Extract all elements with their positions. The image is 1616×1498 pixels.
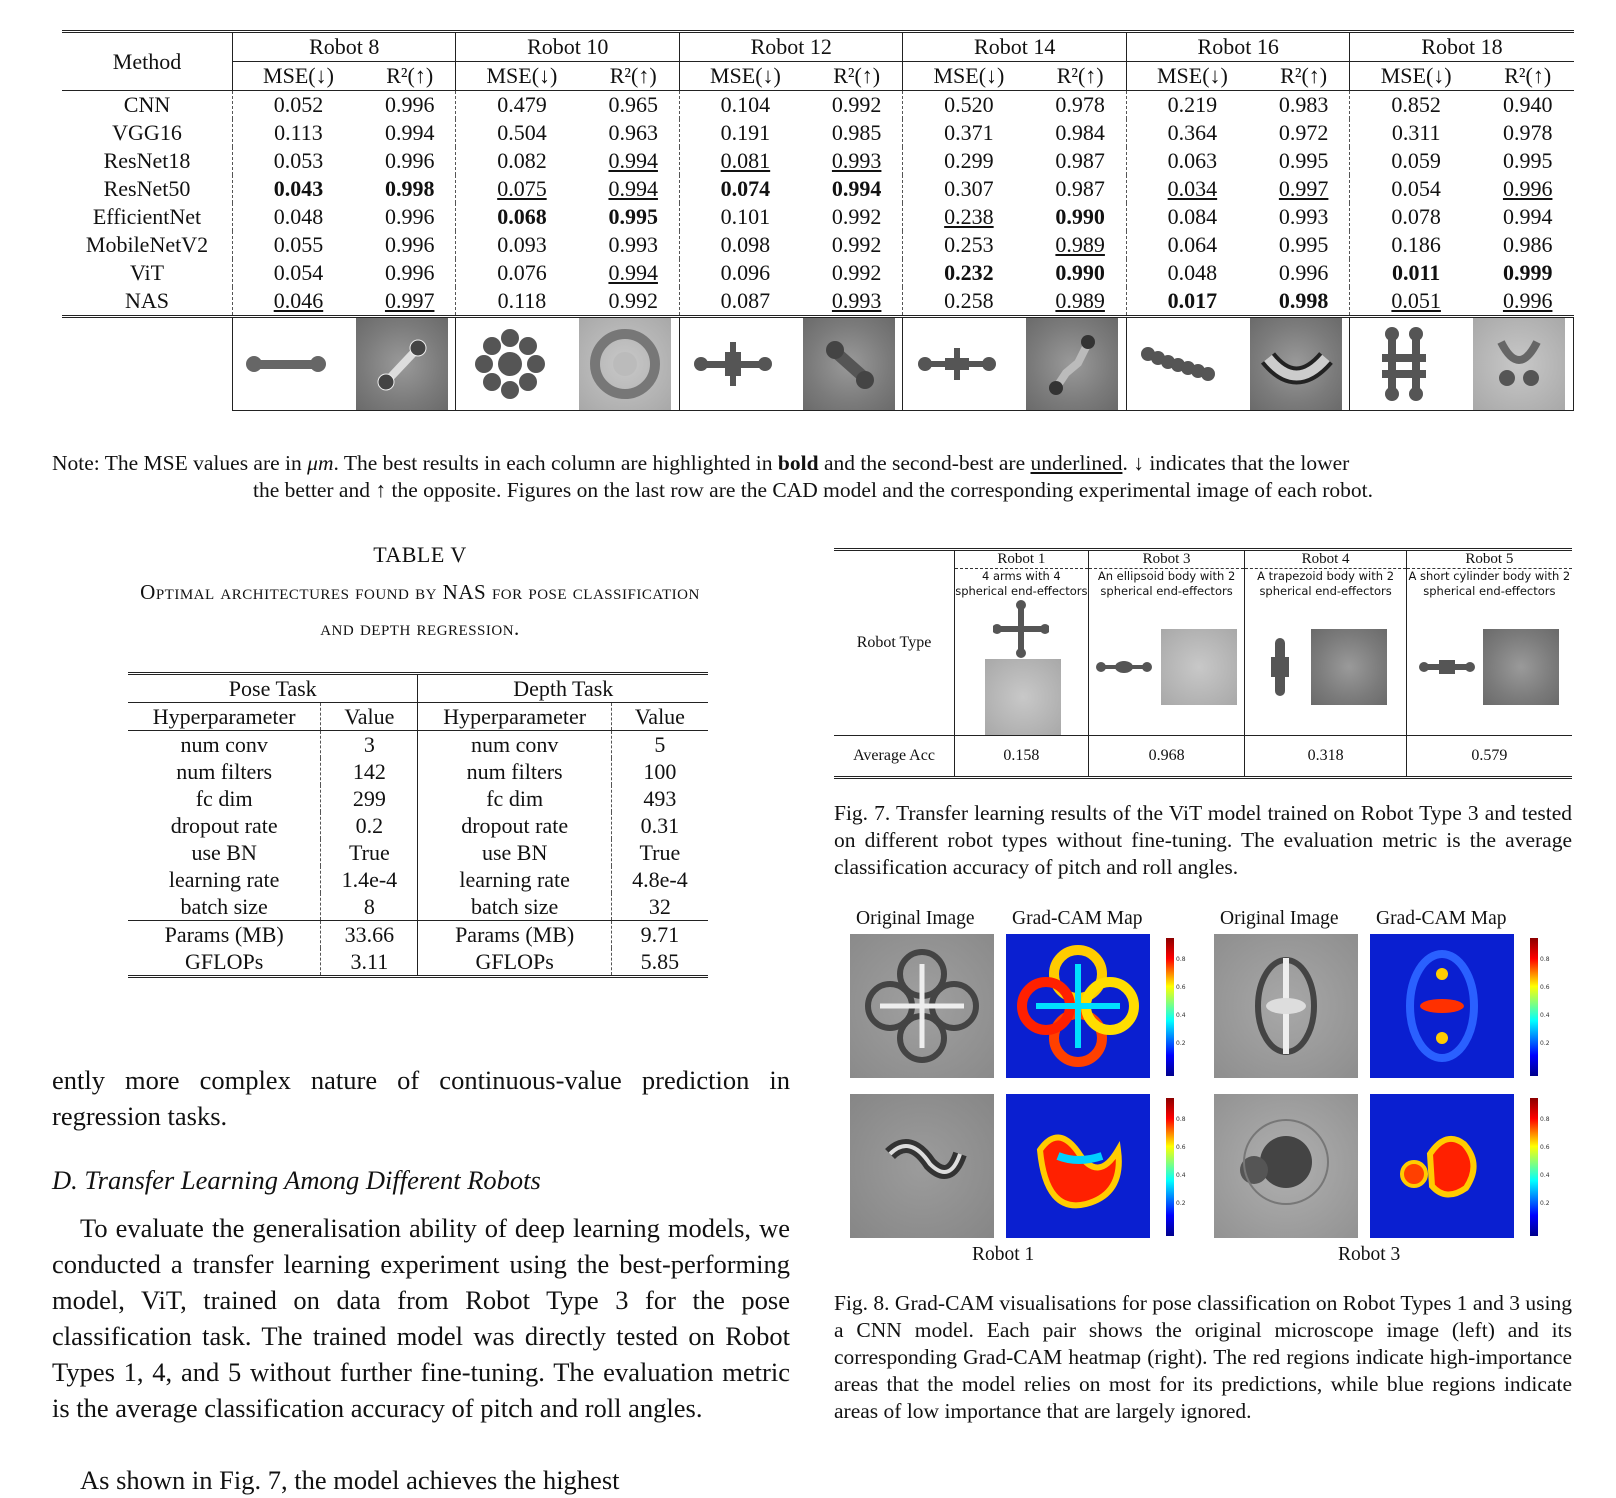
mse-cell: 0.191 [679,119,810,147]
method-cell: ResNet50 [103,176,191,201]
robot12-images [679,317,902,411]
mse-cell: 0.064 [1126,231,1257,259]
mse-cell: 0.078 [1350,203,1482,231]
mse-header: MSE(↓) [456,62,587,91]
value-cell: 100 [611,758,708,785]
colorbar-tick: 0.4 [1540,1012,1550,1019]
value-cell: 5.85 [611,948,708,977]
paragraph-transfer: To evaluate the generalisation ability of deep learning models, we conducted a transfer learning experiment using the best-performing model, ViT, trained on data from Robot Type 3 for the pose classification task. The trained model was directly tested on Robot Types 1, 4, and 5 without further fine-tuning. The evaluation metric is the average classification accuracy of pitch and roll angles. [52,1213,790,1423]
mse-cell: 0.219 [1126,91,1257,120]
table-row [128,948,708,977]
mse-cell: 0.504 [456,119,587,147]
mse-header: MSE(↓) [679,62,810,91]
pose-hyper-header: Hyperparameter [152,704,296,729]
value-cell: 5 [611,731,708,759]
robot14-photo-image [1026,318,1118,410]
r2-cell: 0.995 [608,204,658,229]
hyperparameter-cell: use BN [191,840,257,865]
r2-cell: 0.972 [1278,120,1329,145]
r2-cell: 0.994 [831,176,882,201]
pose-value-header: Value [321,703,418,731]
robot8-images [233,317,456,411]
r2-cell: 0.998 [1278,288,1329,313]
r2-cell: 0.993 [1278,204,1329,229]
table-row [128,921,708,949]
mse-cell: 0.053 [233,147,364,175]
fig8-colorbar-r1-left [1166,938,1174,1076]
hyperparameter-cell: learning rate [168,867,280,892]
table-row [128,839,708,866]
table-row [62,119,1574,147]
value-cell: 3 [321,731,418,759]
mse-cell: 0.113 [233,119,364,147]
r2-cell: 0.996 [384,260,435,285]
robot10-images [456,317,679,411]
r2-cell: 0.995 [1278,232,1329,257]
robot-header: Robot 16 [1126,32,1349,62]
fig7-head-robot1: Robot 1 4 arms with 4 spherical end-effectors [955,551,1088,598]
table5-label: TABLE V [373,542,467,567]
hyperparameter-cell: num conv [418,731,611,759]
mse-cell: 0.043 [233,175,364,203]
mse-cell: 0.051 [1350,287,1482,317]
colorbar-tick: 0.8 [1540,1116,1550,1123]
mse-cell: 0.852 [1350,91,1482,120]
r2-cell: 0.992 [831,232,882,257]
fig7-img-robot5 [1406,599,1572,736]
robot12-cad-image [687,318,779,410]
r2-cell: 0.998 [384,176,435,201]
section-heading: D. Transfer Learning Among Different Robots [52,1165,541,1195]
robot-header: Robot 12 [679,32,902,62]
hyperparameter-cell: num filters [418,758,611,785]
table-row [62,259,1574,287]
fig8-gradcam-r1-bottom [1006,1094,1150,1238]
table-row [128,812,708,839]
mse-cell: 0.253 [903,231,1034,259]
method-cell: EfficientNet [92,204,202,229]
method-cell: MobileNetV2 [85,232,209,257]
fig7-head-robot4: Robot 4 A trapezoid body with 2 spherical end-effectors [1245,550,1406,600]
colorbar-tick: 0.2 [1540,1200,1550,1207]
value-cell: 8 [321,893,418,921]
mse-cell: 0.087 [679,287,810,317]
r2-cell: 0.978 [1055,92,1105,117]
paragraph-continued: ently more complex nature of continuous-value prediction in regression tasks. [52,1065,790,1131]
value-cell: 33.66 [321,921,418,949]
r2-cell: 0.996 [1502,176,1553,201]
value-cell: 9.71 [611,921,708,949]
fig8-original-label-left: Original Image [856,908,975,929]
table-row [62,203,1574,231]
pose-task-header: Pose Task [128,674,418,703]
colorbar-tick: 0.8 [1176,1116,1186,1123]
paragraph-next: As shown in Fig. 7, the model achieves the highest [80,1465,620,1495]
robot-header: Robot 14 [903,32,1126,62]
r2-cell: 0.987 [1055,148,1105,173]
fig8-original-r3-top [1214,934,1358,1078]
hyperparameter-cell: batch size [418,893,611,921]
r2-cell: 0.996 [384,232,435,257]
r2-cell: 0.994 [608,260,658,285]
value-cell: 493 [611,785,708,812]
r2-cell: 0.985 [831,120,882,145]
r2-header: R²(↑) [1280,63,1328,88]
r2-cell: 0.984 [1055,120,1105,145]
method-cell: ResNet18 [103,148,191,173]
r2-cell: 0.992 [831,92,882,117]
robot18-cad-image [1358,318,1450,410]
r2-cell: 0.990 [1055,260,1105,285]
value-cell: 299 [321,785,418,812]
hyperparameter-cell: fc dim [195,786,253,811]
table-row [128,785,708,812]
robot18-photo-image [1473,318,1565,410]
value-cell: 0.2 [321,812,418,839]
hyperparameter-cell: num filters [176,759,273,784]
avg-acc-label: Average Acc [853,747,935,764]
robot-header: Robot 18 [1350,32,1574,62]
r2-cell: 0.986 [1502,232,1553,257]
mse-cell: 0.081 [679,147,810,175]
hyperparameter-cell: batch size [180,894,268,919]
table-row [128,758,708,785]
r2-cell: 0.992 [831,204,882,229]
robot14-images [903,317,1126,411]
table-row [62,231,1574,259]
robot-header: Robot 8 [233,32,456,62]
fig8-gradcam-label-left: Grad-CAM Map [1012,908,1143,929]
r2-cell: 0.996 [384,92,435,117]
fig8-gradcam-r1-top [1006,934,1150,1078]
robot18-images [1350,317,1574,411]
fig8-robot1-label: Robot 1 [972,1244,1035,1265]
method-cell: ViT [129,260,165,285]
fig8-colorbar-r2-right [1530,1098,1538,1236]
mse-cell: 0.068 [456,203,587,231]
mse-cell: 0.520 [903,91,1034,120]
table-row [62,91,1574,120]
value-cell: True [321,839,418,866]
hyperparameter-cell: GFLOPs [185,949,264,974]
mse-cell: 0.258 [903,287,1034,317]
fig7-caption: Fig. 7. Transfer learning results of the ViT model trained on Robot Type 3 and tested on different robot types without fine-tuning. The evaluation metric is the average classification accuracy of pitch and roll angles. [834,801,1572,879]
robot16-cad-image [1134,318,1226,410]
method-cell: NAS [124,288,169,313]
depth-task-header: Depth Task [418,674,708,703]
mse-cell: 0.084 [1126,203,1257,231]
table-note: Note: The MSE values are in μm. The best results in each column are highlighted in bold and the second-best are underlined. ↓ indicates that the lower the better and ↑ the opposite. Figures on the last row are the CAD model and the corresponding experimental image of each robot. [52,450,1574,504]
mse-cell: 0.052 [233,91,364,120]
mse-cell: 0.364 [1126,119,1257,147]
mse-cell: 0.082 [456,147,587,175]
r2-cell: 0.978 [1502,120,1553,145]
mse-cell: 0.048 [1126,259,1257,287]
depth-hyper-header: Hyperparameter [418,703,611,731]
results-table [62,30,1574,411]
r2-cell: 0.993 [831,288,882,313]
fig7-photo-robot5 [1483,629,1559,705]
method-header: Method [62,32,233,91]
mse-cell: 0.096 [679,259,810,287]
table-row [62,147,1574,175]
mse-cell: 0.054 [1350,175,1482,203]
value-cell: 1.4e-4 [321,866,418,893]
fig7-acc-robot1: 0.158 [955,736,1089,778]
fig8-gradcam-r3-bottom [1370,1094,1514,1238]
mse-cell: 0.118 [456,287,587,317]
robot-type-label: Robot Type [834,550,955,736]
robot8-cad-image [240,318,332,410]
r2-cell: 0.963 [608,120,658,145]
r2-cell: 0.997 [1278,176,1329,201]
table-row [128,893,708,921]
table-row [62,175,1574,203]
r2-cell: 0.994 [608,176,658,201]
mse-cell: 0.104 [679,91,810,120]
mse-header: MSE(↓) [233,62,364,91]
mse-header: MSE(↓) [1350,62,1482,91]
r2-cell: 0.992 [831,260,882,285]
fig8-gradcam-label-right: Grad-CAM Map [1376,908,1507,929]
mse-cell: 0.076 [456,259,587,287]
table-row [62,287,1574,317]
value-cell: 0.31 [611,812,708,839]
mse-cell: 0.011 [1350,259,1482,287]
mse-cell: 0.074 [679,175,810,203]
r2-cell: 0.994 [1502,204,1553,229]
hyperparameter-cell: GFLOPs [418,948,611,977]
mse-cell: 0.311 [1350,119,1482,147]
fig8-original-r3-bottom [1214,1094,1358,1238]
fig8-caption: Fig. 8. Grad-CAM visualisations for pose classification on Robot Types 1 and 3 using a CNN model. Each pair shows the original microscope image (left) and its corresponding Grad-CAM heatmap (right). The red regions indicate high-importance areas that the model relies on most for its predictions, while blue regions indicate areas of low importance that are largely ignored. [834,1291,1572,1423]
mse-cell: 0.055 [233,231,364,259]
colorbar-tick: 0.8 [1540,956,1550,963]
mse-cell: 0.238 [903,203,1034,231]
mse-header: MSE(↓) [1126,62,1257,91]
unit-text: μm [307,451,334,475]
hyperparameter-cell: fc dim [418,785,611,812]
fig7-acc-robot4: 0.318 [1245,736,1406,778]
table5-title-line2: and depth regression. [320,616,520,640]
fig8-original-r1-bottom [850,1094,994,1238]
mse-cell: 0.186 [1350,231,1482,259]
hyperparameter-cell: Params (MB) [164,922,284,947]
robot10-photo-image [579,318,671,410]
r2-cell: 0.996 [1502,288,1553,313]
mse-cell: 0.371 [903,119,1034,147]
colorbar-tick: 0.6 [1176,1144,1186,1151]
fig7-photo-robot1 [985,659,1061,735]
r2-cell: 0.996 [1278,260,1329,285]
robot16-images [1126,317,1349,411]
r2-cell: 0.995 [1278,148,1329,173]
hyperparameter-cell: num conv [180,732,268,757]
r2-cell: 0.994 [384,120,435,145]
r2-cell: 0.999 [1502,260,1553,285]
hyperparameter-cell: Params (MB) [418,921,611,949]
mse-header: MSE(↓) [903,62,1034,91]
mse-cell: 0.299 [903,147,1034,175]
r2-cell: 0.989 [1055,288,1105,313]
fig8-gradcam-r3-top [1370,934,1514,1078]
r2-header: R²(↑) [386,63,434,88]
r2-cell: 0.993 [831,148,882,173]
fig8-robot3-label: Robot 3 [1338,1244,1401,1265]
r2-header: R²(↑) [609,63,657,88]
colorbar-tick: 0.4 [1540,1172,1550,1179]
bold-word: bold [777,451,819,475]
colorbar-tick: 0.4 [1176,1012,1186,1019]
colorbar-tick: 0.4 [1176,1172,1186,1179]
robot10-cad-image [464,318,556,410]
r2-cell: 0.996 [384,204,435,229]
robot12-photo-image [803,318,895,410]
mse-cell: 0.046 [233,287,364,317]
value-cell: 4.8e-4 [611,866,708,893]
fig8-original-r1-top [850,934,994,1078]
mse-cell: 0.093 [456,231,587,259]
depth-value-header: Value [611,703,708,731]
value-cell: 3.11 [321,948,418,977]
hyperparameter-cell: dropout rate [170,813,278,838]
colorbar-tick: 0.6 [1176,984,1186,991]
r2-cell: 0.995 [1502,148,1553,173]
r2-cell: 0.992 [608,288,658,313]
table-row [128,731,708,759]
fig7-photo-robot3 [1161,629,1237,705]
table5-title-line1: Optimal architectures found by NAS for pose classification [140,580,700,604]
fig7-img-robot3 [1088,599,1245,736]
mse-cell: 0.034 [1126,175,1257,203]
mse-cell: 0.054 [233,259,364,287]
r2-cell: 0.996 [384,148,435,173]
robot16-photo-image [1250,318,1342,410]
fig7-photo-robot4 [1311,629,1387,705]
fig7-head-robot5: Robot 5 A short cylinder body with 2 spherical end-effectors [1406,550,1572,600]
fig7-acc-robot5: 0.579 [1406,736,1572,778]
fig8 [834,908,1572,1268]
r2-cell: 0.989 [1055,232,1105,257]
method-cell: VGG16 [112,120,182,145]
r2-header: R²(↑) [1056,63,1104,88]
mse-cell: 0.479 [456,91,587,120]
fig8-colorbar-r1-right [1530,938,1538,1076]
r2-cell: 0.993 [608,232,658,257]
hyperparameter-cell: dropout rate [418,812,611,839]
robot-header: Robot 10 [456,32,679,62]
table-row [128,866,708,893]
method-cell: CNN [123,92,171,117]
mse-cell: 0.048 [233,203,364,231]
fig8-original-label-right: Original Image [1220,908,1339,929]
value-cell: True [611,839,708,866]
mse-cell: 0.075 [456,175,587,203]
colorbar-tick: 0.6 [1540,1144,1550,1151]
underlined-word: underlined [1030,451,1123,475]
fig7-img-robot4 [1245,599,1406,736]
fig8-colorbar-r2-left [1166,1098,1174,1236]
mse-cell: 0.063 [1126,147,1257,175]
mse-cell: 0.059 [1350,147,1482,175]
r2-cell: 0.994 [608,148,658,173]
fig7-acc-robot3: 0.968 [1088,736,1245,778]
r2-cell: 0.997 [384,288,435,313]
mse-cell: 0.017 [1126,287,1257,317]
r2-header: R²(↑) [833,63,881,88]
colorbar-tick: 0.6 [1540,984,1550,991]
colorbar-tick: 0.2 [1176,1040,1186,1047]
r2-cell: 0.987 [1055,176,1105,201]
r2-cell: 0.990 [1055,204,1105,229]
hyperparameter-cell: use BN [418,839,611,866]
mse-cell: 0.232 [903,259,1034,287]
value-cell: 32 [611,893,708,921]
robot8-photo-image [356,318,448,410]
hyperparameter-cell: learning rate [418,866,611,893]
value-cell: 142 [321,758,418,785]
fig7-head-robot3: Robot 3 An ellipsoid body with 2 spherical end-effectors [1088,550,1245,600]
r2-cell: 0.940 [1502,92,1553,117]
r2-cell: 0.983 [1278,92,1329,117]
colorbar-tick: 0.2 [1540,1040,1550,1047]
colorbar-tick: 0.2 [1176,1200,1186,1207]
robot14-cad-image [911,318,1003,410]
r2-cell: 0.965 [608,92,658,117]
fig7-img-robot1 [955,599,1089,736]
colorbar-tick: 0.8 [1176,956,1186,963]
r2-header: R²(↑) [1504,63,1552,88]
nas-architecture-table [128,672,708,978]
note-line2: the better and ↑ the opposite. Figures on the last row are the CAD model and the corresponding experimental image of each robot. [252,478,1374,502]
mse-cell: 0.101 [679,203,810,231]
fig7-table [834,548,1572,779]
mse-cell: 0.307 [903,175,1034,203]
mse-cell: 0.098 [679,231,810,259]
